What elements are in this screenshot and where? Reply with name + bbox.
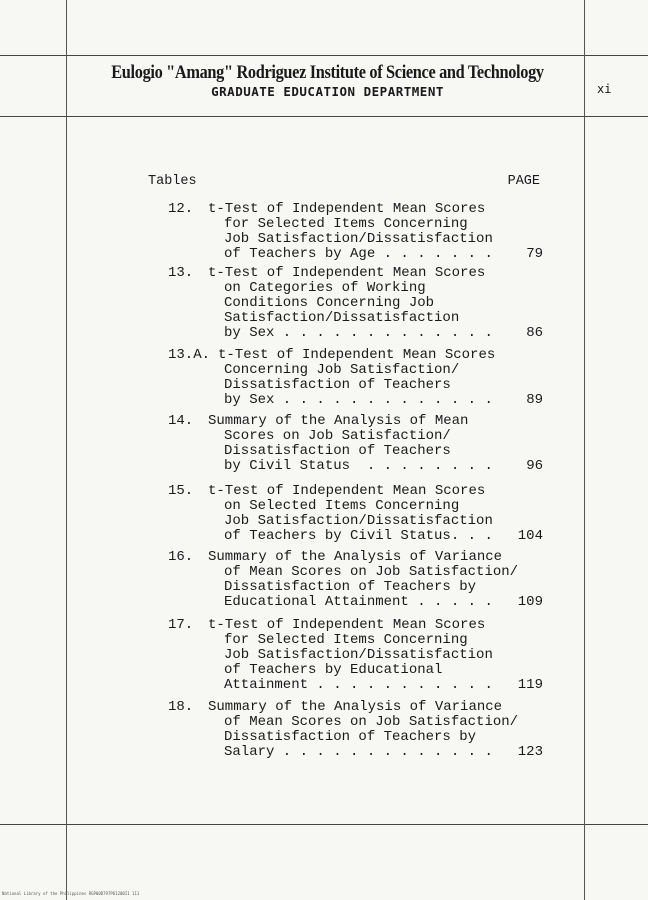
entry-number: 15.	[168, 483, 194, 499]
entry-line: Summary of the Analysis of Variance	[208, 699, 503, 715]
entry-line: t-Test of Independent Mean Scores	[208, 617, 486, 633]
entry-page: 79	[526, 246, 543, 262]
entry-number: 12.	[168, 201, 194, 217]
entry-line: Summary of the Analysis of Mean	[208, 413, 469, 429]
institution-name: Eulogio "Amang" Rodriguez Institute of Science and Technology	[111, 62, 544, 83]
entry-page: 89	[526, 392, 543, 408]
entry-page: 123	[517, 744, 543, 760]
entry-number: 18.	[168, 699, 194, 715]
entry-line: Dissatisfaction of Teachers	[224, 377, 451, 393]
entry-number: 13.A.	[168, 347, 211, 363]
entry-line: of Mean Scores on Job Satisfaction/	[224, 564, 519, 580]
header-bottom-rule	[0, 116, 648, 117]
entry-line: t-Test of Independent Mean Scores	[208, 483, 486, 499]
toc-header	[148, 174, 540, 189]
department-name: GRADUATE EDUCATION DEPARTMENT	[211, 84, 444, 99]
entry-line: of Teachers by Educational	[224, 662, 443, 678]
entry-line: t-Test of Independent Mean Scores	[218, 347, 496, 363]
entry-page: 86	[526, 325, 543, 341]
entry-line: for Selected Items Concerning	[224, 216, 468, 232]
entry-line: Job Satisfaction/Dissatisfaction	[224, 513, 493, 529]
entry-line: Dissatisfaction of Teachers by	[224, 729, 477, 745]
entry-line: Summary of the Analysis of Variance	[208, 549, 503, 565]
entry-line: on Categories of Working	[224, 280, 426, 296]
left-margin-rule	[66, 0, 67, 900]
entry-line: on Selected Items Concerning	[224, 498, 460, 514]
entry-line: Educational Attainment . . . . .	[224, 594, 493, 610]
entry-line: Concerning Job Satisfaction/	[224, 362, 460, 378]
entry-line: of Teachers by Age . . . . . . .	[224, 246, 493, 262]
entry-line: Satisfaction/Dissatisfaction	[224, 310, 460, 326]
tables-label: Tables	[148, 174, 197, 189]
entry-line: Salary . . . . . . . . . . . . .	[224, 744, 493, 760]
top-rule	[0, 55, 648, 56]
entry-number: 13.	[168, 265, 194, 281]
bottom-rule	[0, 824, 648, 825]
entry-line: by Civil Status . . . . . . . .	[224, 458, 493, 474]
scan-footer-note: National Library of the Philippines RGP00D797P61200I1 111	[2, 891, 140, 896]
entry-number: 17.	[168, 617, 194, 633]
entry-page: 96	[526, 458, 543, 474]
entry-number: 14.	[168, 413, 194, 429]
entry-line: for Selected Items Concerning	[224, 632, 468, 648]
entry-line: Conditions Concerning Job	[224, 295, 435, 311]
entry-line: Scores on Job Satisfaction/	[224, 428, 451, 444]
entry-line: Job Satisfaction/Dissatisfaction	[224, 231, 493, 247]
page-label: PAGE	[507, 174, 540, 189]
entry-line: by Sex . . . . . . . . . . . . .	[224, 392, 493, 408]
entry-line: t-Test of Independent Mean Scores	[208, 201, 486, 217]
entry-page: 119	[517, 677, 543, 693]
right-margin-rule	[584, 0, 585, 900]
page-number: xi	[597, 82, 612, 96]
entry-page: 109	[517, 594, 543, 610]
entry-page: 104	[517, 528, 543, 544]
document-header	[70, 62, 585, 99]
entry-line: of Mean Scores on Job Satisfaction/	[224, 714, 519, 730]
entry-line: of Teachers by Civil Status. . .	[224, 528, 493, 544]
entry-line: Job Satisfaction/Dissatisfaction	[224, 647, 493, 663]
entry-number: 16.	[168, 549, 194, 565]
entry-line: Dissatisfaction of Teachers	[224, 443, 451, 459]
entry-line: Dissatisfaction of Teachers by	[224, 579, 477, 595]
entry-line: by Sex . . . . . . . . . . . . .	[224, 325, 493, 341]
entry-line: t-Test of Independent Mean Scores	[208, 265, 486, 281]
entry-line: Attainment . . . . . . . . . . .	[224, 677, 493, 693]
